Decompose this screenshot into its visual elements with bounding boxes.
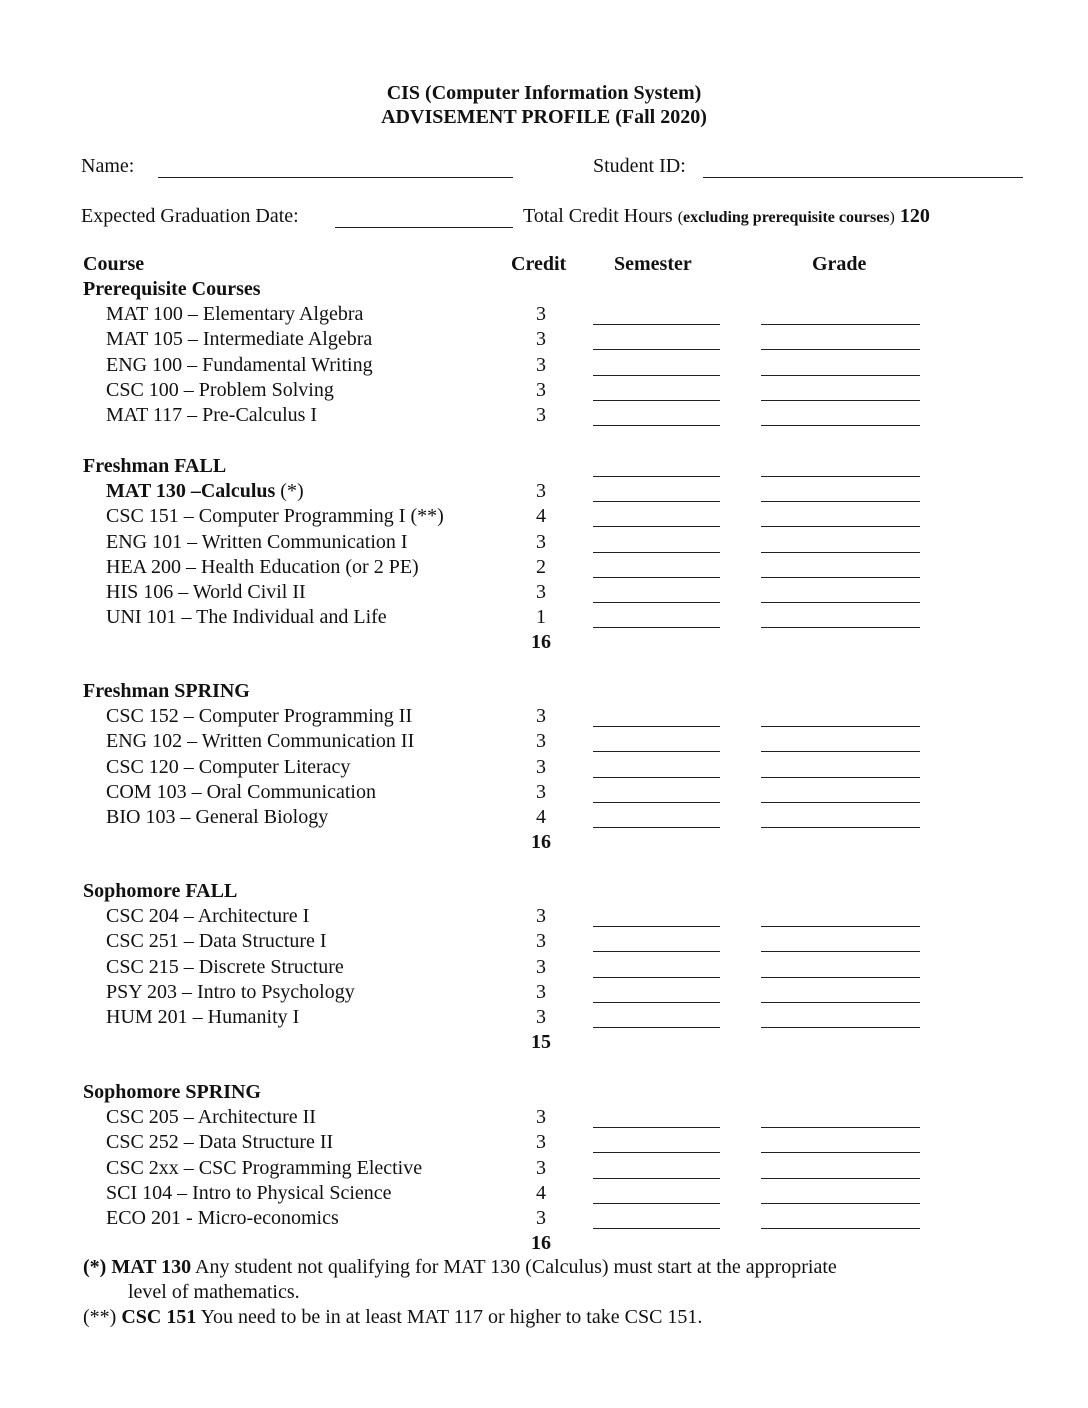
column-header-credit: Credit bbox=[511, 253, 567, 275]
course-name bbox=[106, 328, 372, 351]
course-name-text: CSC 204 – Architecture I bbox=[106, 905, 310, 927]
semester-field[interactable] bbox=[593, 476, 720, 477]
footnote-course: MAT 130 bbox=[111, 1256, 192, 1278]
semester-field[interactable] bbox=[593, 375, 720, 376]
document-title-line2: ADVISEMENT PROFILE (Fall 2020) bbox=[381, 106, 707, 128]
course-name-text: UNI 101 – The Individual and Life bbox=[106, 606, 387, 628]
course-name bbox=[106, 1131, 333, 1154]
course-name-text: ENG 101 – Written Communication I bbox=[106, 531, 408, 553]
footnote-mat130-continued: level of mathematics. bbox=[128, 1281, 300, 1303]
course-name bbox=[106, 606, 387, 629]
course-name-text: SCI 104 – Intro to Physical Science bbox=[106, 1182, 392, 1204]
course-name-text: HEA 200 – Health Education (or 2 PE) bbox=[106, 556, 419, 578]
graduation-date-field[interactable] bbox=[335, 227, 513, 228]
grade-field[interactable] bbox=[761, 726, 920, 727]
course-name bbox=[106, 303, 363, 326]
course-name bbox=[106, 379, 334, 402]
course-credit: 3 bbox=[536, 303, 546, 325]
section-heading: Freshman SPRING bbox=[83, 680, 250, 702]
course-name-text: HIS 106 – World Civil II bbox=[106, 581, 306, 603]
name-field[interactable] bbox=[158, 177, 513, 178]
graduation-date-label: Expected Graduation Date: bbox=[81, 205, 299, 227]
course-name bbox=[106, 781, 376, 804]
footnote-csc151 bbox=[83, 1306, 702, 1329]
document-title-line1: CIS (Computer Information System) bbox=[386, 82, 702, 104]
course-credit: 3 bbox=[536, 1131, 546, 1153]
course-name bbox=[106, 1106, 316, 1129]
course-name-text: MAT 130 –Calculus bbox=[106, 480, 276, 502]
semester-field[interactable] bbox=[593, 751, 720, 752]
semester-field[interactable] bbox=[593, 1152, 720, 1153]
course-name-text: CSC 120 – Computer Literacy bbox=[106, 756, 351, 778]
course-name bbox=[106, 730, 414, 753]
semester-field[interactable] bbox=[593, 951, 720, 952]
course-name bbox=[106, 930, 327, 953]
course-credit: 3 bbox=[536, 581, 546, 603]
semester-field[interactable] bbox=[593, 827, 720, 828]
grade-field[interactable] bbox=[761, 777, 920, 778]
semester-field[interactable] bbox=[593, 1178, 720, 1179]
course-name-text: ENG 100 – Fundamental Writing bbox=[106, 354, 373, 376]
grade-field[interactable] bbox=[761, 425, 920, 426]
course-credit: 3 bbox=[536, 981, 546, 1003]
grade-field[interactable] bbox=[761, 1002, 920, 1003]
course-credit: 4 bbox=[536, 1182, 546, 1204]
course-credit: 3 bbox=[536, 730, 546, 752]
semester-field[interactable] bbox=[593, 577, 720, 578]
course-credit: 3 bbox=[536, 1157, 546, 1179]
course-name bbox=[106, 756, 350, 779]
course-credit: 3 bbox=[536, 1207, 546, 1229]
course-name-text: CSC 152 – Computer Programming II bbox=[106, 705, 413, 727]
semester-field[interactable] bbox=[593, 777, 720, 778]
course-credit: 3 bbox=[536, 905, 546, 927]
course-name bbox=[106, 956, 344, 979]
course-name bbox=[106, 404, 317, 427]
course-credit: 3 bbox=[536, 379, 546, 401]
footnote-marker: (*) bbox=[83, 1256, 107, 1278]
course-credit: 3 bbox=[536, 1106, 546, 1128]
grade-field[interactable] bbox=[761, 526, 920, 527]
semester-field[interactable] bbox=[593, 726, 720, 727]
section-credit-total: 16 bbox=[531, 831, 551, 853]
total-credit-note-open: ( bbox=[677, 209, 684, 226]
semester-field[interactable] bbox=[593, 526, 720, 527]
grade-field[interactable] bbox=[761, 751, 920, 752]
course-credit: 2 bbox=[536, 556, 546, 578]
grade-field[interactable] bbox=[761, 1228, 920, 1229]
course-credit: 3 bbox=[536, 1006, 546, 1028]
section-heading: Sophomore FALL bbox=[83, 880, 238, 902]
total-credit-hours bbox=[523, 205, 930, 228]
course-credit: 4 bbox=[536, 806, 546, 828]
course-name bbox=[106, 1006, 299, 1029]
course-credit: 3 bbox=[536, 930, 546, 952]
footnote-mat130 bbox=[83, 1256, 837, 1279]
grade-field[interactable] bbox=[761, 602, 920, 603]
grade-field[interactable] bbox=[761, 375, 920, 376]
column-header-semester: Semester bbox=[614, 253, 692, 275]
column-header-course: Course bbox=[83, 253, 145, 275]
semester-field[interactable] bbox=[593, 1228, 720, 1229]
course-name bbox=[106, 705, 412, 728]
course-name bbox=[106, 505, 444, 528]
course-name-text: ECO 201 - Micro-economics bbox=[106, 1207, 339, 1229]
course-credit: 3 bbox=[536, 354, 546, 376]
semester-field[interactable] bbox=[593, 349, 720, 350]
course-name-text: CSC 252 – Data Structure II bbox=[106, 1131, 334, 1153]
course-credit: 3 bbox=[536, 956, 546, 978]
grade-field[interactable] bbox=[761, 802, 920, 803]
semester-field[interactable] bbox=[593, 324, 720, 325]
course-credit: 3 bbox=[536, 328, 546, 350]
grade-field[interactable] bbox=[761, 349, 920, 350]
grade-field[interactable] bbox=[761, 1203, 920, 1204]
course-name-text: CSC 215 – Discrete Structure bbox=[106, 956, 344, 978]
section-credit-total: 15 bbox=[531, 1031, 551, 1053]
course-name bbox=[106, 1157, 422, 1180]
semester-field[interactable] bbox=[593, 501, 720, 502]
grade-field[interactable] bbox=[761, 552, 920, 553]
grade-field[interactable] bbox=[761, 627, 920, 628]
section-credit-total: 16 bbox=[531, 1232, 551, 1254]
course-name-text: PSY 203 – Intro to Psychology bbox=[106, 981, 355, 1003]
semester-field[interactable] bbox=[593, 400, 720, 401]
course-name-text: CSC 2xx – CSC Programming Elective bbox=[106, 1157, 423, 1179]
section-heading: Prerequisite Courses bbox=[83, 278, 261, 300]
course-credit: 3 bbox=[536, 404, 546, 426]
course-name bbox=[106, 905, 309, 928]
section-heading: Sophomore SPRING bbox=[83, 1081, 261, 1103]
semester-field[interactable] bbox=[593, 602, 720, 603]
semester-field[interactable] bbox=[593, 1127, 720, 1128]
course-name bbox=[106, 981, 355, 1004]
course-name-text: HUM 201 – Humanity I bbox=[106, 1006, 300, 1028]
semester-field[interactable] bbox=[593, 926, 720, 927]
grade-field[interactable] bbox=[761, 1178, 920, 1179]
semester-field[interactable] bbox=[593, 802, 720, 803]
total-credit-note-close: ) bbox=[889, 209, 895, 226]
course-credit: 3 bbox=[536, 705, 546, 727]
course-name bbox=[106, 556, 419, 579]
semester-field[interactable] bbox=[593, 552, 720, 553]
course-name bbox=[106, 1207, 339, 1230]
grade-field[interactable] bbox=[761, 951, 920, 952]
footnote-text: You need to be in at least MAT 117 or higher to take CSC 151. bbox=[196, 1306, 703, 1328]
course-name-text: ENG 102 – Written Communication II bbox=[106, 730, 415, 752]
course-name-text: CSC 251 – Data Structure I bbox=[106, 930, 327, 952]
grade-field[interactable] bbox=[761, 1152, 920, 1153]
total-credit-note: excluding prerequisite courses bbox=[683, 209, 890, 226]
grade-field[interactable] bbox=[761, 501, 920, 502]
semester-field[interactable] bbox=[593, 627, 720, 628]
course-name bbox=[106, 354, 373, 377]
course-credit: 3 bbox=[536, 531, 546, 553]
grade-field[interactable] bbox=[761, 476, 920, 477]
course-name bbox=[106, 480, 304, 503]
grade-field[interactable] bbox=[761, 926, 920, 927]
course-name-text: CSC 151 – Computer Programming I (**) bbox=[106, 505, 444, 527]
total-credit-label: Total Credit Hours bbox=[523, 205, 673, 227]
course-name-text: CSC 205 – Architecture II bbox=[106, 1106, 316, 1128]
student-id-field[interactable] bbox=[703, 177, 1023, 178]
grade-field[interactable] bbox=[761, 977, 920, 978]
course-credit: 1 bbox=[536, 606, 546, 628]
semester-field[interactable] bbox=[593, 977, 720, 978]
grade-field[interactable] bbox=[761, 1127, 920, 1128]
course-credit: 3 bbox=[536, 781, 546, 803]
semester-field[interactable] bbox=[593, 1027, 720, 1028]
footnote-marker: (**) bbox=[83, 1306, 117, 1328]
course-name bbox=[106, 581, 306, 604]
grade-field[interactable] bbox=[761, 400, 920, 401]
course-name-text: MAT 105 – Intermediate Algebra bbox=[106, 328, 373, 350]
semester-field[interactable] bbox=[593, 425, 720, 426]
course-name-text: COM 103 – Oral Communication bbox=[106, 781, 376, 803]
course-name-text: MAT 100 – Elementary Algebra bbox=[106, 303, 364, 325]
grade-field[interactable] bbox=[761, 827, 920, 828]
course-credit: 4 bbox=[536, 505, 546, 527]
section-heading: Freshman FALL bbox=[83, 455, 227, 477]
semester-field[interactable] bbox=[593, 1203, 720, 1204]
footnote-text: Any student not qualifying for MAT 130 (Calculus) must start at the appropriate bbox=[191, 1256, 837, 1278]
name-label: Name: bbox=[81, 155, 135, 177]
student-id-label: Student ID: bbox=[593, 155, 686, 177]
course-name bbox=[106, 806, 328, 829]
course-credit: 3 bbox=[536, 480, 546, 502]
grade-field[interactable] bbox=[761, 324, 920, 325]
grade-field[interactable] bbox=[761, 1027, 920, 1028]
column-header-grade: Grade bbox=[812, 253, 867, 275]
footnote-course: CSC 151 bbox=[121, 1306, 197, 1328]
course-name bbox=[106, 1182, 392, 1205]
section-credit-total: 16 bbox=[531, 631, 551, 653]
semester-field[interactable] bbox=[593, 1002, 720, 1003]
grade-field[interactable] bbox=[761, 577, 920, 578]
course-name-text: CSC 100 – Problem Solving bbox=[106, 379, 334, 401]
total-credit-value: 120 bbox=[899, 205, 930, 227]
course-credit: 3 bbox=[536, 756, 546, 778]
course-footnote-marker: (*) bbox=[275, 480, 304, 502]
course-name bbox=[106, 531, 408, 554]
course-name-text: BIO 103 – General Biology bbox=[106, 806, 329, 828]
course-name-text: MAT 117 – Pre-Calculus I bbox=[106, 404, 318, 426]
